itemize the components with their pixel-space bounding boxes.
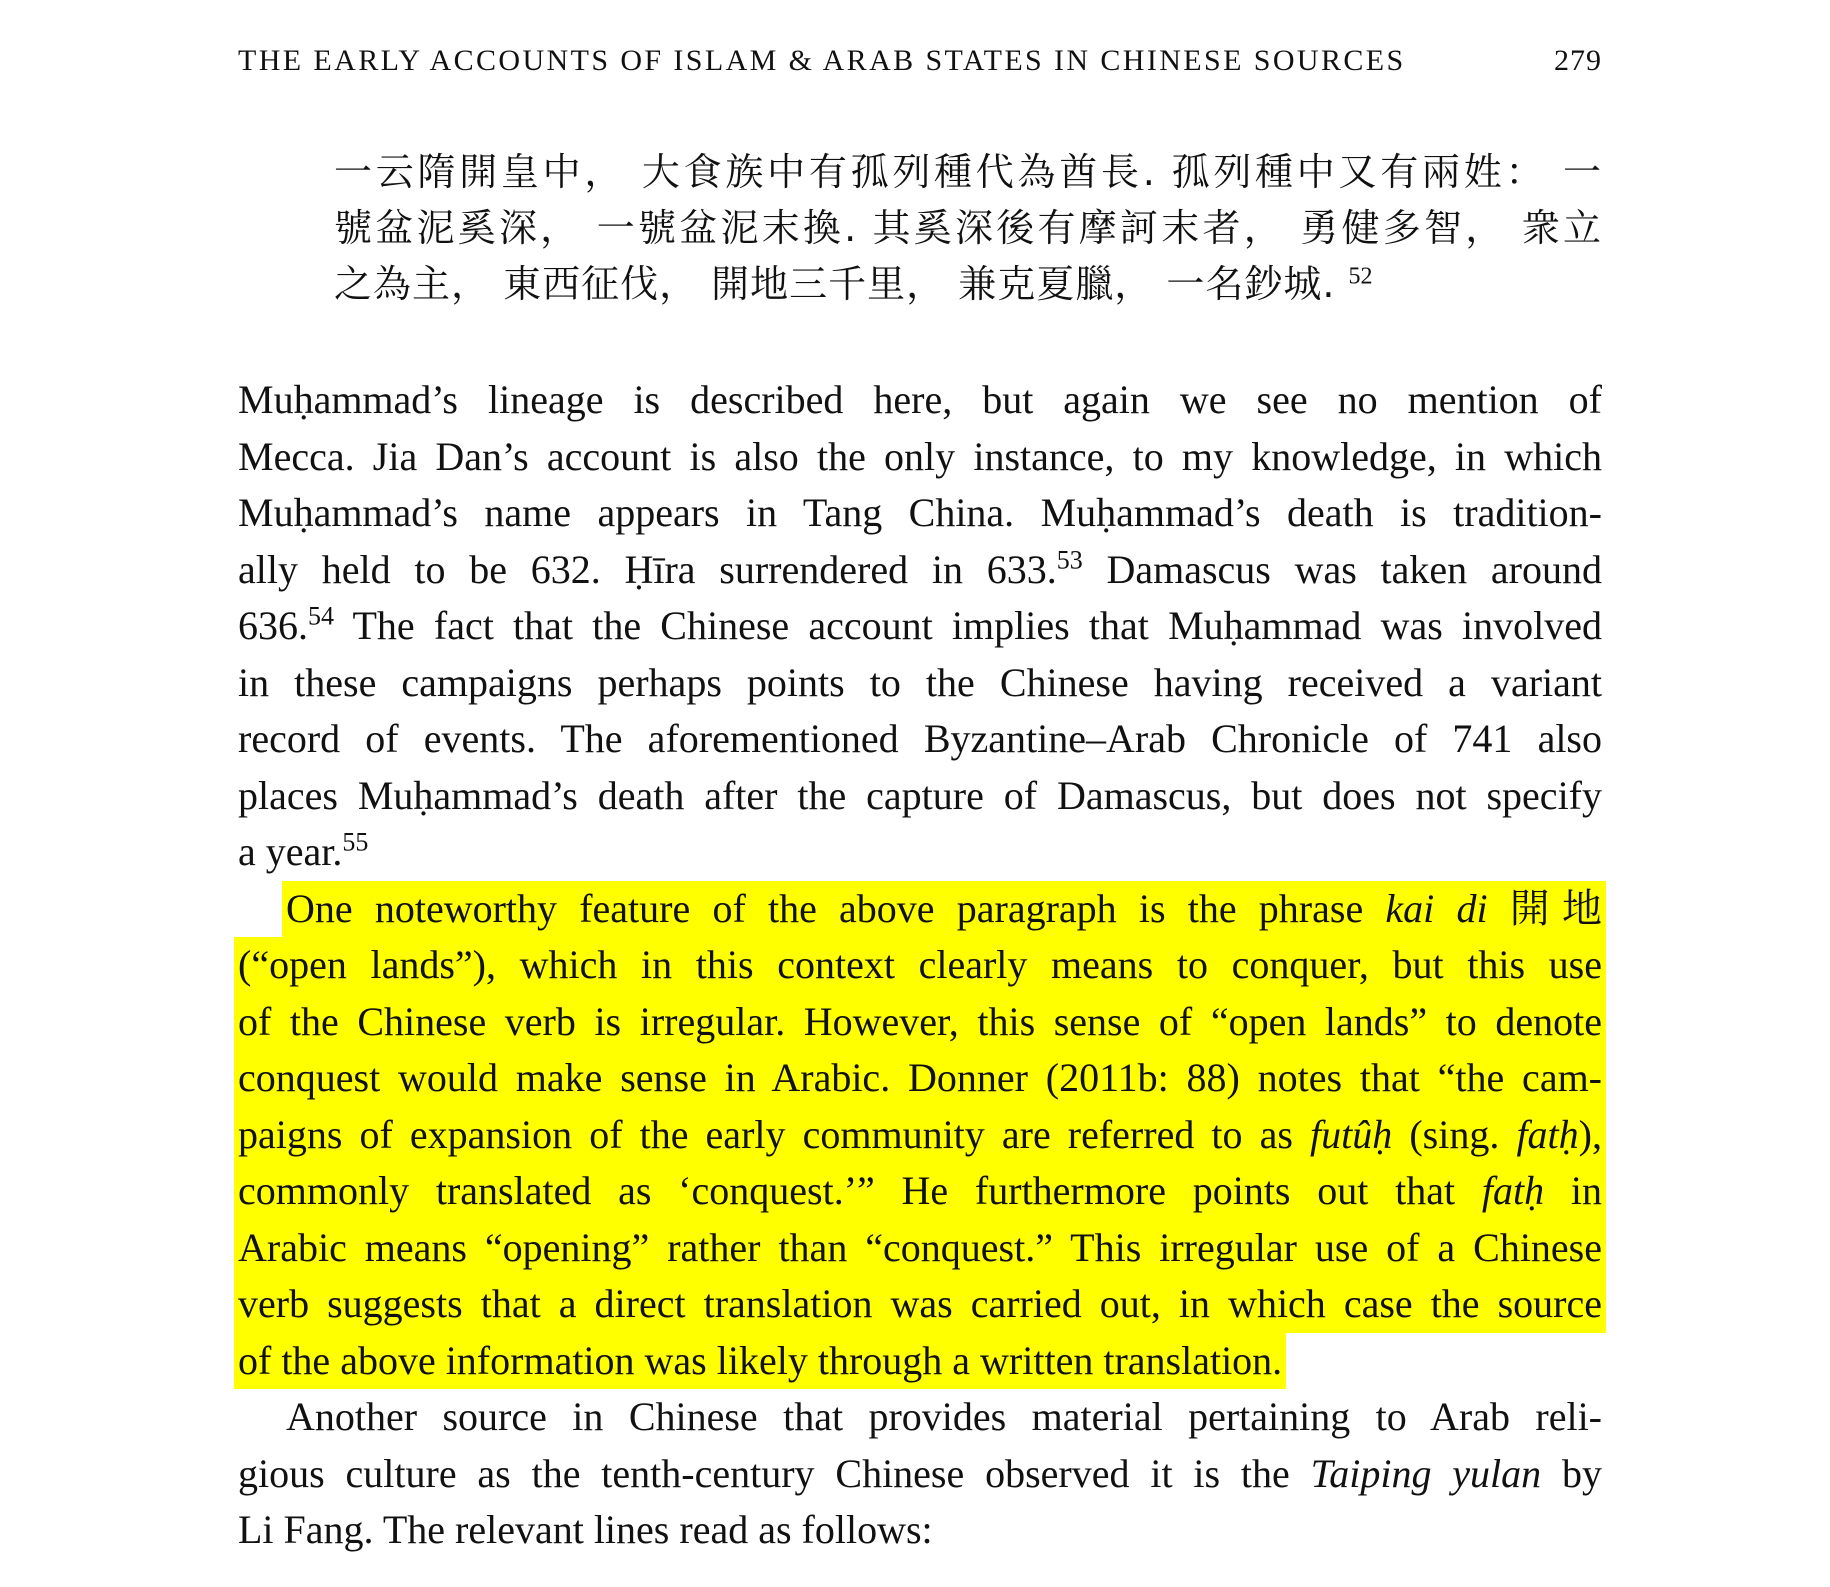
highlighted-paragraph [238, 881, 1602, 1390]
running-title: THE EARLY ACCOUNTS OF ISLAM & ARAB STATES IN CHINESE SOURCES [238, 44, 1406, 77]
running-head [238, 44, 1602, 84]
quote-line: 號盆泥奚深， 一號盆泥末換. 其奚深後有摩訶末者， 勇健多智， 衆立 [334, 206, 1602, 250]
text-run: a year. [238, 829, 343, 874]
text-run: commonly translated as ‘conquest.’” He furthermore points out that [238, 1168, 1482, 1213]
italic-term: kai di [1385, 885, 1488, 931]
footnote-ref-53: 53 [1056, 545, 1083, 575]
text-run: gious culture as the tenth-century Chinese observed it is the [238, 1450, 1311, 1496]
text-run: in [1544, 1168, 1602, 1213]
paragraph-line: Another source in Chinese that provides material pertaining to Arab reli- [286, 1394, 1602, 1439]
paragraph-line: conquest would make sense in Arabic. Donner (2011b: 88) notes that “the cam- [234, 1050, 1606, 1107]
paragraph-line [238, 542, 1602, 599]
paragraph-line: of the above information was likely through a written translation. [234, 1333, 1286, 1390]
quote-line: 一云隋開皇中， 大食族中有孤列種代為酋長. 孤列種中又有兩姓： 一 [334, 150, 1602, 194]
paragraph-line [234, 1163, 1606, 1220]
body-text [238, 372, 1602, 1559]
page-number: 279 [1554, 44, 1602, 77]
quote-line-text: 之為主， 東西征伐， 開地三千里， 兼克夏臘， 一名鈔城. [334, 262, 1336, 306]
paragraph-line: (“open lands”), which in this context clearly means to conquer, but this use [234, 937, 1606, 994]
italic-term: fatḥ [1481, 1168, 1545, 1213]
footnote-ref-54: 54 [308, 601, 334, 631]
text-run: The fact that the Chinese account implies that Muḥammad was involved [334, 603, 1602, 648]
paragraph-line: Mecca. Jia Dan’s account is also the only instance, to my knowledge, in which [238, 433, 1602, 479]
paragraph-line: of the Chinese verb is irregular. However, this sense of “open lands” to denote [234, 994, 1606, 1051]
quote-line [334, 256, 1602, 312]
paragraph-line [238, 824, 1602, 881]
paragraph-line [238, 1446, 1602, 1503]
paragraph-line: places Muḥammad’s death after the capture of Damascus, but does not specify [238, 772, 1602, 818]
paragraph-line [282, 881, 1606, 938]
italic-term: fatḥ [1516, 1111, 1579, 1157]
italic-title: Taiping yulan [1310, 1450, 1542, 1496]
italic-term: futûḥ [1310, 1111, 1393, 1157]
text-run: 636. [238, 603, 308, 648]
text-run: ), [1578, 1111, 1602, 1157]
paragraph-line: in these campaigns perhaps points to the Chinese having received a variant [238, 659, 1602, 705]
paragraph-line: Muḥammad’s lineage is described here, but again we see no mention of [238, 377, 1602, 422]
text-run: ally held to be 632. Ḥīra surrendered in 633. [238, 546, 1057, 592]
paragraph-line: record of events. The aforementioned Byzantine–Arab Chronicle of 741 also [238, 716, 1602, 761]
paragraph-line: Li Fang. The relevant lines read as follows: [238, 1507, 933, 1552]
paragraph-line: Arabic means “opening” rather than “conquest.” This irregular use of a Chinese [234, 1220, 1606, 1277]
chinese-quotation [334, 144, 1602, 312]
paragraph-line: verb suggests that a direct translation was carried out, in which case the source [234, 1276, 1606, 1333]
footnote-ref-55: 55 [342, 827, 369, 857]
footnote-ref-52: 52 [1348, 263, 1373, 290]
text-run: Damascus was taken around [1082, 546, 1602, 592]
text-run: One noteworthy feature of the above paragraph is the phrase [286, 885, 1386, 931]
text-run: by [1541, 1450, 1602, 1496]
text-run: (sing. [1392, 1111, 1517, 1157]
text-run: 開地 [1487, 885, 1602, 931]
paragraph-line: Muḥammad’s name appears in Tang China. Muḥammad’s death is tradition- [238, 490, 1602, 535]
text-run: paigns of expansion of the early community are referred to as [238, 1111, 1311, 1157]
paragraph-line [234, 1107, 1606, 1164]
paragraph-line [238, 598, 1602, 655]
